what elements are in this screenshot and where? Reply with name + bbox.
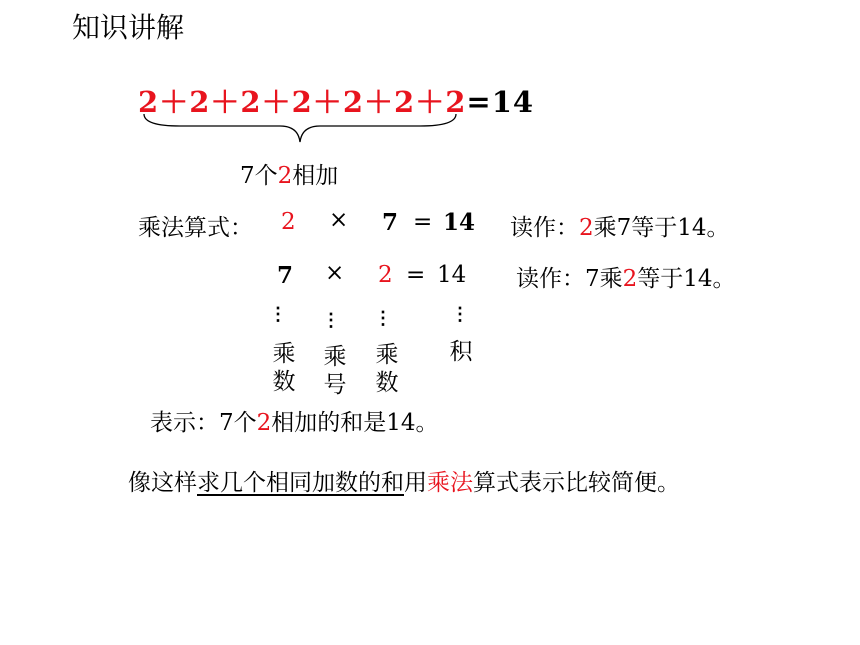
reading-2: 读作：7乘2等于14。 (516, 266, 736, 292)
reading-1: 读作：2乘7等于14。 (510, 215, 730, 241)
highlight-multiplication: 乘法 (427, 470, 473, 496)
term-label-product: 积 (449, 339, 473, 365)
equals-sign: = (413, 209, 433, 235)
multiplier: 7 (277, 262, 294, 289)
brace-note-two: 2 (277, 163, 293, 189)
dots-icon: ⋮ (374, 308, 392, 329)
dots-icon: ⋮ (451, 304, 469, 325)
plus-sign: ＋ (159, 85, 190, 119)
plus-sign: ＋ (364, 85, 395, 119)
addend: 2 (342, 85, 364, 119)
product: 14 (437, 262, 467, 288)
addend: 2 (291, 85, 313, 119)
underlined-phrase: 求几个相同加数的和 (197, 470, 404, 496)
addend: 2 (138, 85, 160, 119)
addend: 2 (445, 85, 467, 119)
term-label-factor-2: 乘数 (375, 342, 399, 396)
term-label-times-sign: 乘号 (323, 344, 347, 398)
plus-sign: ＋ (261, 85, 292, 119)
meaning-line: 表示：7个2相加的和是14。 (150, 410, 439, 436)
plus-sign: ＋ (210, 85, 241, 119)
summary-line: 像这样求几个相同加数的和用乘法算式表示比较简便。 (128, 470, 680, 496)
equals-sign: = (406, 262, 426, 288)
equation-result: =14 (466, 85, 535, 119)
multiplicand: 2 (281, 209, 296, 235)
page-title: 知识讲解 (72, 11, 185, 44)
multiplier: 7 (382, 209, 399, 236)
curly-brace (140, 112, 460, 158)
dots-icon: ⋮ (322, 310, 340, 331)
times-sign: × (329, 207, 349, 233)
addend: 2 (394, 85, 416, 119)
term-label-factor-1: 乘数 (272, 341, 296, 395)
multiplication-label: 乘法算式： (138, 215, 253, 241)
addend: 2 (240, 85, 262, 119)
times-sign: × (325, 260, 345, 286)
multiplicand: 2 (378, 262, 393, 288)
plus-sign: ＋ (312, 85, 343, 119)
brace-note: 7个2相加 (240, 163, 339, 189)
dots-icon: ⋮ (269, 304, 287, 325)
product: 14 (443, 209, 476, 236)
addend: 2 (189, 85, 211, 119)
plus-sign: ＋ (415, 85, 446, 119)
